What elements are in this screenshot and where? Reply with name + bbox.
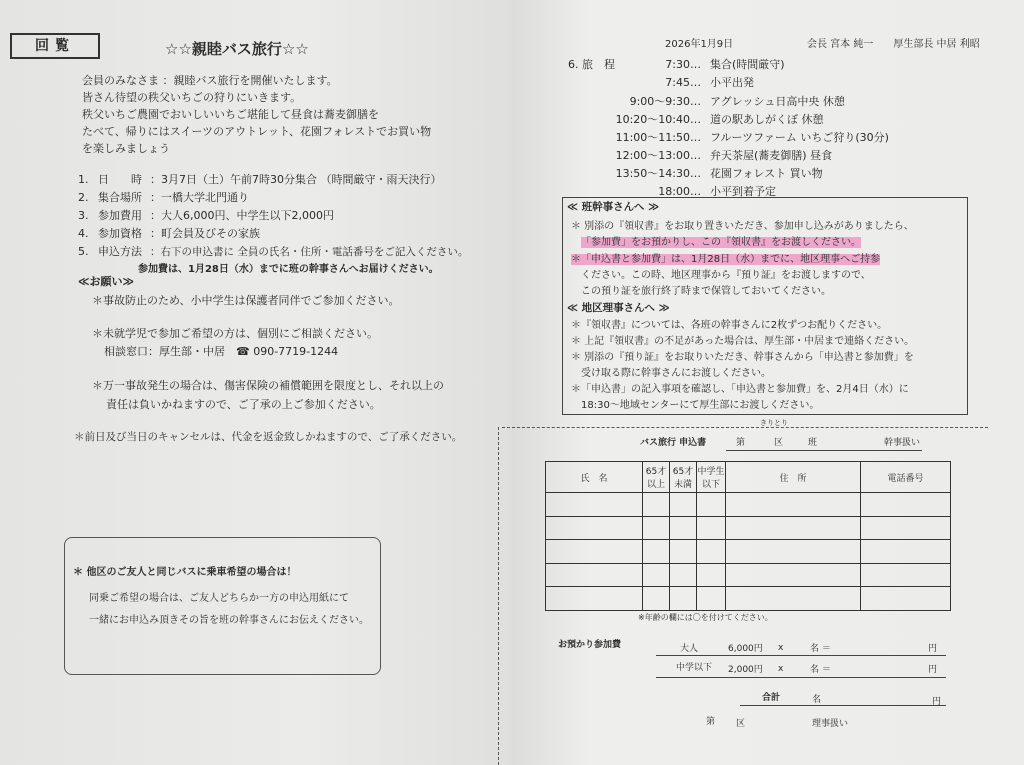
consult-contact: 相談窓口：厚生部・中居 ☎ 090-7719-1244 bbox=[104, 345, 339, 358]
onegai-line: ＊事故防止のため、小中学生は保護者同伴でご参加ください。 bbox=[92, 294, 400, 307]
chiku-line: ＊「申込書」の記入事項を確認し、「申込書と参加費」を、2月4日（水）に bbox=[571, 384, 909, 395]
form-han: 班 bbox=[808, 438, 818, 448]
form-row[interactable] bbox=[546, 516, 951, 540]
fees-total-label: 合計 bbox=[762, 693, 781, 703]
left-page: 回覧 ☆☆親睦バス旅行☆☆ 会員のみなさま ：親睦バス旅行を開催いたします。 皆さん待望の秩父いちごの狩りにいきます。 秩父いちご農園でおいしいいちご堪能して昼食は蕎麦御膳を たべて、帰りにはスイーツのアウトレット、花園フォレストでお買い物 を楽しみましょう 1. 日 時 ：3月7日（土）午前7時30分集合 （時間厳守・雨天決行） 2. 集合場所 ：一橋大学北門通り 3. 参加費用 ：大人6,000円、中学生以下2,000円 4. 参加資格 ：町会員及びその家族 5. 申込方法 ：右下の申込書に 全員の氏名・住所・電話番号をご記入ください。 参加費は、1月28日（水）までに班の幹事さんへお届けください。 ≪お願い≫ ＊事故防止のため、小中学生は保護者同伴でご参加ください。 ＊未就学児で参加ご希望の方は、個別にご相談ください。 相談窓口：厚生部・中居 ☎ 090-7719-1244 ＊万一事故発生の場合は、傷害保険の補償範囲を限度とし、それ以上の 責任は負いかねますので、ご了承の上ご参加ください。 ＊前日及び当日のキャンセルは、代金を返金致しかねますので、ご了承ください。 ＊ 他区のご友人と同じバスに乗車希望の場合は！ 同乗ご希望の場合は、ご友人どちらか一方の申込用紙にて 一緒にお申込み頂きその旨を班の幹事さんにお伝えください。 bbox=[0, 0, 512, 765]
friend-notice-box bbox=[64, 537, 381, 675]
cut-line-vertical bbox=[498, 427, 499, 765]
form-row[interactable] bbox=[546, 493, 951, 517]
kanji-line-highlighted: 「参加費」をお預かりし、この『領収書』をお渡しください。 bbox=[581, 237, 861, 248]
friend-notice-line: 一緒にお申込み頂きその旨を班の幹事さんにお伝えください。 bbox=[89, 615, 369, 626]
chiku-line: ＊『領収書』については、各班の幹事さんに2枚ずつお配りください。 bbox=[571, 320, 888, 331]
form-kanji: 幹事扱い bbox=[884, 438, 921, 448]
onegai-line: ＊万一事故発生の場合は、傷害保険の補償範囲を限度とし、それ以上の bbox=[92, 379, 444, 392]
form-ku: 区 bbox=[774, 438, 784, 448]
kanji-heading: ≪ 班幹事さんへ ≫ bbox=[567, 201, 660, 213]
chiku-line: 受け取る際に幹事さんにお渡しください。 bbox=[581, 368, 771, 379]
footer-dai: 第 bbox=[706, 717, 716, 727]
intro-line: たべて、帰りにはスイーツのアウトレット、花園フォレストでお買い物 bbox=[82, 125, 432, 138]
kanji-line: この預り証を旅行終了時まで保管しておいてください。 bbox=[581, 286, 831, 297]
application-form-table bbox=[545, 461, 951, 611]
fees-total-yen: 円 bbox=[932, 697, 942, 707]
form-dai: 第 bbox=[736, 438, 746, 448]
form-row[interactable] bbox=[546, 540, 951, 564]
form-row[interactable] bbox=[546, 563, 951, 587]
page-title: ☆☆親睦バス旅行☆☆ bbox=[165, 40, 309, 58]
intro-line: 会員のみなさま ：親睦バス旅行を開催いたします。 bbox=[82, 74, 338, 87]
col-junior: 中学生以下 bbox=[697, 462, 726, 493]
chiku-heading: ≪ 地区理事さんへ ≫ bbox=[567, 302, 670, 314]
intro-line: 秩父いちご農園でおいしいいちご堪能して昼食は蕎麦御膳を bbox=[82, 108, 379, 121]
instructions-box bbox=[562, 197, 968, 415]
fees-label: お預かり参加費 bbox=[558, 640, 622, 650]
chiku-line: ＊ 上記『領収書』の不足があった場合は、厚生部・中居まで連絡ください。 bbox=[571, 336, 915, 347]
chiku-line: 18:30～地域センターにて厚生部にお渡しください。 bbox=[581, 400, 820, 411]
header-names: 会長 宮本 純一 厚生部長 中居 利昭 bbox=[807, 39, 980, 50]
footer-riji: 理事扱い bbox=[812, 719, 849, 729]
cut-line bbox=[502, 427, 988, 428]
fees-total-mei: 名 bbox=[812, 695, 822, 705]
col-phone: 電話番号 bbox=[861, 462, 951, 493]
onegai-line: 責任は負いかねますので、ご了承の上ご参加ください。 bbox=[106, 398, 381, 411]
fee-deadline-note: 参加費は、1月28日（水）までに班の幹事さんへお届けください。 bbox=[138, 264, 439, 275]
form-row[interactable] bbox=[546, 587, 951, 611]
friend-notice-heading: ＊ 他区のご友人と同じバスに乗車希望の場合は！ bbox=[73, 567, 297, 578]
col-under65: 65才未満 bbox=[670, 462, 697, 493]
chiku-line: ＊ 別添の『預り証』をお取りいただき、幹事さんから「申込書と参加費」を bbox=[571, 352, 914, 363]
kanji-line: ＊ 別添の『領収書』をお取り置きいただき、参加申し込みがありましたら、 bbox=[571, 221, 914, 232]
col-address: 住 所 bbox=[726, 462, 861, 493]
onegai-heading: ≪お願い≫ bbox=[78, 275, 135, 288]
footer-ku: 区 bbox=[736, 719, 746, 729]
kairan-label: 回覧 bbox=[10, 33, 100, 59]
friend-notice-line: 同乗ご希望の場合は、ご友人どちらか一方の申込用紙にて bbox=[89, 593, 349, 604]
col-name: 氏 名 bbox=[546, 462, 643, 493]
right-page: 2026年1月9日 会長 宮本 純一 厚生部長 中居 利昭 6. 旅 程 7:30 … 集合(時間厳守) 7:45 … 小平出発 9:00～9:30 … アグレッシュ日高中央 休憩 10:20～10:40 … 道の駅あしがくぼ 休憩 11:00～11:50 … フルーツファーム いちご狩り(30分) 12:00～13:00 … 弁天茶屋(蕎麦御膳) 昼食 13:50～14:30 … 花園フォレスト 買い物 18:00 … 小平到着予定 ≪ 班幹事さんへ ≫ ＊ 別添の『領収書』をお取り置きいただき、参加申し込みがありましたら、 「参加費」をお預かりし、この『領収書』をお渡しください。 ＊「申込書と参加費」は、1月28日（水）までに、地区理事へご持参 ください。この時、地区理事から『預り証』をお渡しますので、 この預り証を旅行終了時まで保管しておいてください。 ≪ 地区理事さんへ ≫ ＊『領収書』については、各班の幹事さんに2枚ずつお配りください。 ＊ 上記『領収書』の不足があった場合は、厚生部・中居まで連絡ください。 ＊ 別添の『預り証』をお取りいただき、幹事さんから「申込書と参加費」を 受け取る際に幹事さんにお渡しください。 ＊「申込書」の記入事項を確認し、「申込書と参加費」を、2月4日（水）に 18:30～地域センターにて厚生部にお渡しください。 きりとり バス旅行 申込書 第 区 班 幹事扱い bbox=[512, 0, 1024, 765]
onegai-line: ＊未就学児で参加ご希望の方は、個別にご相談ください。 bbox=[92, 327, 378, 340]
schedule-label: 6. 旅 程 bbox=[568, 58, 615, 71]
cancel-note: ＊前日及び当日のキャンセルは、代金を返金致しかねますので、ご了承ください。 bbox=[74, 431, 463, 443]
form-title: バス旅行 申込書 bbox=[640, 438, 707, 448]
header-date: 2026年1月9日 bbox=[665, 39, 734, 50]
kiritori-label: きりとり bbox=[760, 419, 788, 427]
intro-line: 皆さん待望の秩父いちごの狩りにいきます。 bbox=[82, 91, 302, 104]
kanji-line: ください。この時、地区理事から『預り証』をお渡しますので、 bbox=[581, 270, 871, 281]
col-over65: 65才以上 bbox=[643, 462, 670, 493]
age-note: ※年齢の欄には〇を付けてください。 bbox=[638, 613, 773, 622]
intro-line: を楽しみましょう bbox=[82, 142, 170, 155]
kanji-line-highlighted: ＊「申込書と参加費」は、1月28日（水）までに、地区理事へご持参 bbox=[571, 254, 881, 265]
